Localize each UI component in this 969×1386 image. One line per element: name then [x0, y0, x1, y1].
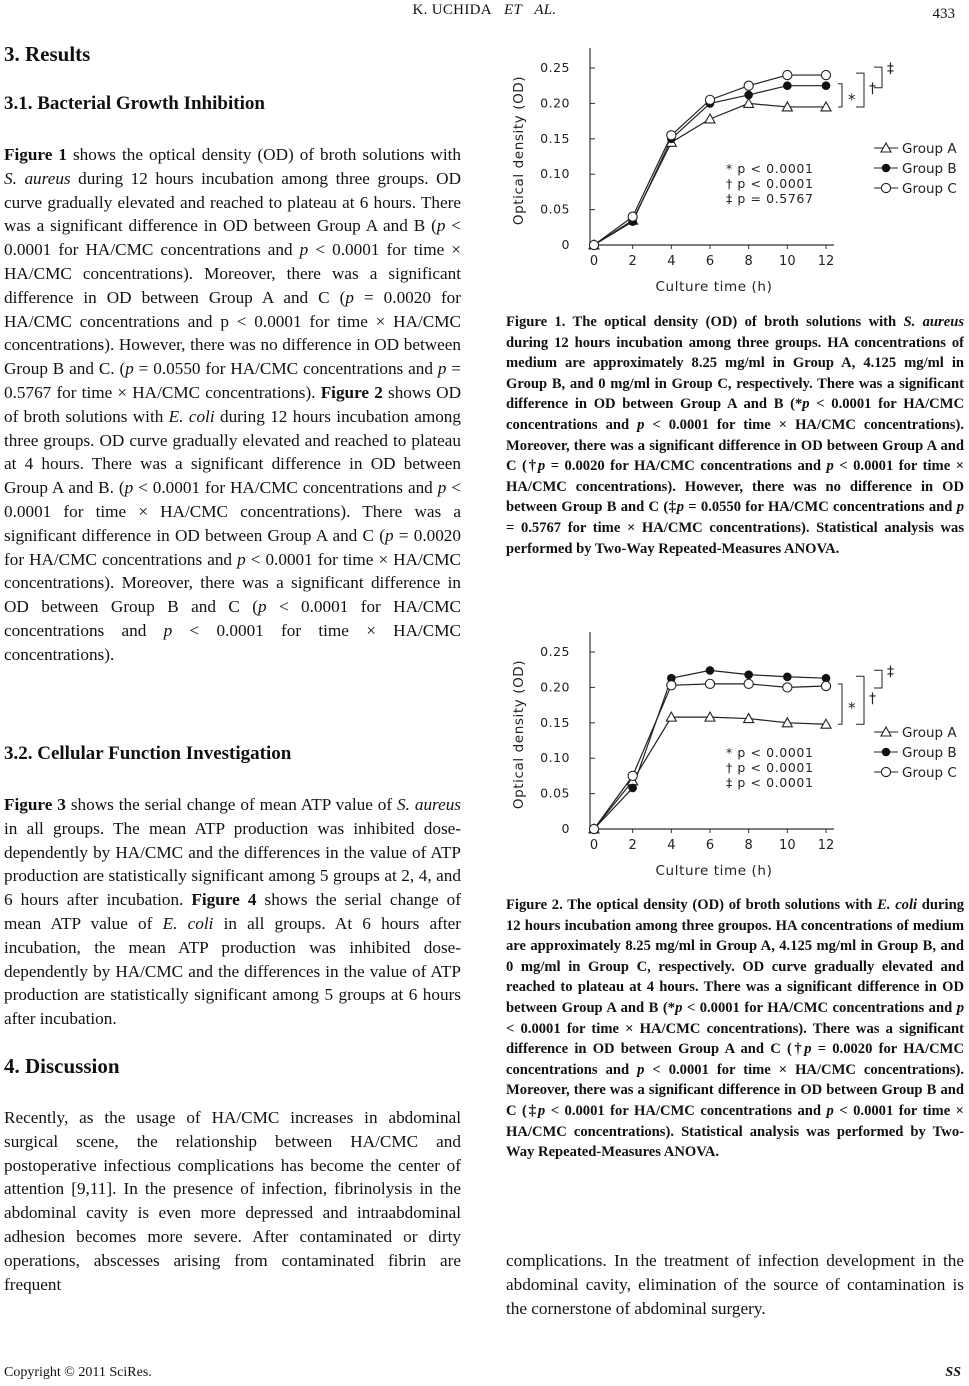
p-symbol: p [802, 396, 810, 413]
section-results-title: 3. Results [4, 42, 91, 66]
running-author: K. UCHIDA [412, 2, 492, 18]
legend-label: Group B [902, 745, 957, 761]
legend-label: Group C [902, 181, 957, 197]
x-tick-label: 12 [817, 838, 835, 853]
p-symbol: p [637, 416, 645, 433]
species-name: S. aureus [397, 795, 461, 814]
figure-1-chart [506, 40, 964, 302]
bracket-ddagger [874, 670, 882, 688]
y-tick-label: 0.10 [540, 166, 570, 182]
p-symbol: p [956, 999, 965, 1016]
x-tick-label: 12 [817, 254, 835, 269]
text-run: = 0.0550 for HA/CMC concentrations and [133, 359, 438, 379]
data-point [744, 679, 753, 688]
paragraph-discussion-continued: complications. In the treatment of infection development in the abdominal cavity, elimination of the source of contamination is the cornerstone of abdominal surgery. [506, 1251, 964, 1318]
running-header [0, 2, 969, 19]
text-run: = 0.0020 for HA/CMC concentrations and [506, 1041, 964, 1078]
x-axis-label: Culture time (h) [655, 279, 773, 295]
stat-annotation: † p < 0.0001 [726, 760, 814, 775]
text-run: shows the serial change of mean ATP value of [4, 890, 461, 933]
figure-2-chart [506, 624, 964, 886]
y-tick-label: 0 [561, 237, 570, 252]
species-name: S. aureus [903, 314, 965, 330]
running-al: AL. [534, 2, 557, 18]
p-symbol: p [675, 999, 683, 1016]
data-point [705, 95, 714, 104]
p-symbol: p [956, 499, 964, 516]
x-tick-label: 2 [628, 838, 637, 853]
fig2-ref: Figure 2 [320, 382, 383, 402]
fig4-ref: Figure 4 [191, 890, 257, 910]
data-point [744, 81, 753, 90]
text-run: < 0.0001 for HA/CMC concentrations and [133, 478, 438, 498]
y-tick-label: 0.15 [540, 714, 570, 730]
x-tick-label: 6 [705, 838, 715, 853]
data-point [821, 681, 830, 690]
paragraph-discussion: Recently, as the usage of HA/CMC increases in abdominal surgical scene, the relationship between HA/CMC and postoperative infectious complications has become the center of attention [9,11]. In the presence of infection, fibrinolysis in the abdominal cavity is even more depressed and intraabdominal adhesion becomes more severe. After contaminated or dirty operations, abscesses arising from contaminated fibrin are frequent [4, 1108, 461, 1294]
data-point [744, 91, 753, 100]
p-symbol: p [437, 359, 447, 379]
text-run: < 0.0001 for HA/CMC concentrations and [545, 1102, 827, 1119]
text-run: < 0.0001 for time × HA/CMC concentrations). There was a significant difference in OD between Group A and C ( [4, 478, 461, 545]
text-run: < 0.0001 for HA/CMC concentrations and [506, 396, 965, 433]
data-point [706, 666, 715, 675]
y-tick-label: 0.15 [540, 130, 570, 146]
p-symbol: p [345, 287, 354, 307]
text-run: = 0.5767 for time × HA/CMC concentrations). [4, 359, 461, 402]
figure-1-caption [506, 312, 964, 559]
legend-marker [881, 183, 890, 192]
text-run: in all groups. At 6 hours after incubation, the mean ATP production was inhibited dose-dependently by HA/CMC and the differences in the value of ATP production are statistically significant among 5 groups at 6 hours after incubation. [4, 913, 461, 1029]
data-point [783, 683, 792, 692]
text-run: = 0.0020 for HA/CMC concentrations and [4, 525, 461, 569]
paragraph-cellular [4, 793, 461, 1031]
section-bacterial-title: 3.1. Bacterial Growth Inhibition [4, 93, 265, 114]
x-tick-label: 4 [667, 254, 676, 269]
bracket-star [838, 684, 842, 724]
text-run: shows the optical density (OD) of broth solutions with [66, 145, 461, 164]
text-run: < 0.0001 for time × HA/CMC concentrations). Moreover, there was a significant difference in OD between Group B and C (‡ [506, 1061, 964, 1119]
stat-annotation: * p < 0.0001 [726, 161, 814, 176]
species-name: E. coli [877, 897, 918, 913]
text-run: during 12 hours incubation among three groups. HA concentrations of medium are approximately 8.25 mg/ml in Group A, 4.125 mg/ml in Group B, and 0 mg/ml in Group C, respectively. There was a significant difference in OD between Group A and B (* [506, 334, 964, 413]
species-name: S. aureus [4, 168, 71, 188]
stat-annotation: † p < 0.0001 [726, 176, 814, 191]
text-run: = 0.0550 for HA/CMC concentrations and [684, 499, 957, 516]
data-point [667, 681, 676, 690]
legend-label: Group A [902, 725, 957, 741]
legend-label: Group B [902, 161, 957, 177]
p-symbol: p [257, 597, 267, 617]
species-name: E. coli [168, 406, 215, 426]
bracket-star [838, 84, 842, 107]
y-tick-label: 0.25 [540, 60, 570, 75]
y-tick-label: 0.10 [540, 750, 570, 766]
y-tick-label: 0 [561, 821, 570, 836]
x-tick-label: 0 [589, 838, 599, 853]
text-run: in all groups. The mean ATP production was inhibited dose-dependently by HA/CMC and the differences in the value of ATP production are statistically significant among 5 groups at 2, 4, and 6 hours after incubation. [4, 818, 461, 910]
text-run: < 0.0001 for HA/CMC concentrations and [4, 597, 461, 640]
section-cellular-title: 3.2. Cellular Function Investigation [4, 743, 292, 764]
paragraph-bacterial [4, 143, 461, 667]
p-symbol: p [384, 525, 394, 545]
legend-label: Group A [902, 141, 957, 157]
p-symbol: p [826, 458, 834, 475]
p-symbol: p [537, 458, 546, 475]
y-tick-label: 0.20 [540, 95, 570, 111]
data-point [822, 81, 831, 90]
bracket-label-dagger: † [869, 691, 876, 708]
running-et: ET [504, 2, 523, 18]
bracket-label-star: * [848, 699, 856, 718]
footer-journal: SS [945, 1365, 961, 1380]
text-run: = 0.5767 for time × HA/CMC concentrations). Statistical analysis was performed by Two-Way Repeated-Measures ANOVA. [506, 519, 964, 557]
data-point [589, 824, 598, 833]
text-run: during 12 hours incubation among three groupos. HA concentrations of medium are approximately 8.25 mg/ml in Group A, 4.125 mg/ml in Group B, and 0 mg/ml in Group C, respectively. OD curve gradually elevated and reached to plateau at 4 hours. There was a significant difference in OD between Group A and B (* [506, 897, 964, 1016]
data-point [628, 212, 637, 221]
p-symbol: p [125, 359, 134, 379]
data-point [821, 70, 830, 79]
bracket-label-dagger: † [869, 81, 876, 98]
data-point [667, 131, 676, 140]
footer-copyright: Copyright © 2011 SciRes. [4, 1365, 152, 1380]
figure-2-caption [506, 895, 964, 1163]
text-run: < 0.0001 for HA/CMC concentrations and [682, 999, 957, 1016]
y-tick-label: 0.20 [540, 679, 570, 695]
bracket-dagger [856, 676, 864, 724]
text-run: < 0.0001 for time × HA/CMC concentrations). Moreover, there was a significant difference in OD between Group B and C ( [4, 549, 461, 617]
y-tick-label: 0.25 [540, 644, 570, 659]
text-run: < 0.0001 for HA/CMC concentrations and [4, 216, 461, 260]
text-run: < 0.0001 for time × HA/CMC concentrations). However, there was no difference in OD between Group B and C (‡ [506, 458, 964, 516]
text-run: Figure 2. The optical density (OD) of broth solutions with [506, 897, 878, 913]
data-point [783, 81, 792, 90]
x-axis-label: Culture time (h) [655, 863, 773, 879]
p-symbol: p [237, 549, 246, 569]
stat-annotation: ‡ p < 0.0001 [726, 775, 814, 790]
p-symbol: p [826, 1102, 834, 1119]
x-tick-label: 2 [628, 254, 637, 269]
x-tick-label: 8 [744, 838, 753, 853]
data-point [705, 679, 714, 688]
data-point [783, 672, 792, 681]
fig3-ref: Figure 3 [4, 795, 66, 814]
p-symbol: p [537, 1102, 546, 1119]
text-run: < 0.0001 for time × HA/CMC concentrations). [4, 620, 461, 664]
text-run: = 0.0020 for HA/CMC concentrations and [545, 458, 827, 475]
stat-annotation: ‡ p = 0.5767 [726, 191, 814, 206]
data-point [783, 70, 792, 79]
text-run: shows OD of broth solutions with [4, 382, 462, 426]
species-name: E. coli [162, 913, 214, 933]
legend-marker [882, 748, 891, 757]
x-tick-label: 4 [667, 838, 676, 853]
bracket-label-star: * [848, 90, 856, 109]
data-point [705, 114, 715, 123]
bracket-label-ddagger: ‡ [887, 664, 894, 681]
data-point [744, 98, 754, 107]
p-symbol: p [124, 478, 134, 498]
x-tick-label: 0 [589, 254, 599, 269]
p-symbol: p [299, 240, 309, 260]
text-run: < 0.0001 for time × HA/CMC concentrations). There was a significant difference in OD between Group A and C († [506, 1020, 964, 1058]
text-run: Figure 1. The optical density (OD) of broth solutions with [506, 314, 904, 330]
x-tick-label: 10 [779, 838, 796, 853]
x-tick-label: 10 [779, 254, 796, 269]
data-point [628, 771, 637, 780]
x-tick-label: 8 [744, 254, 753, 269]
section-discussion-title: 4. Discussion [4, 1054, 120, 1078]
p-symbol: p [676, 499, 685, 516]
text-run: shows the serial change of mean ATP value of [65, 795, 398, 814]
legend-marker [882, 164, 891, 173]
legend-label: Group C [902, 765, 957, 781]
data-point [589, 240, 598, 249]
legend-marker [881, 767, 890, 776]
fig1-ref: Figure 1 [4, 145, 67, 164]
text-run: = 0.0020 for HA/CMC concentrations and p < 0.0001 for time × HA/CMC concentrations). However, there was no difference in OD between Group B and C. ( [4, 287, 461, 379]
text-run: during 12 hours incubation among three groups. OD curve gradually elevated and reached to plateau at 6 hours. There was a significant difference in OD between Group A and B ( [4, 168, 461, 236]
x-tick-label: 6 [705, 254, 715, 269]
y-tick-label: 0.05 [540, 785, 570, 801]
p-symbol: p [637, 1061, 645, 1078]
y-axis-label: Optical density (OD) [511, 75, 527, 226]
data-point [744, 670, 753, 679]
y-axis-label: Optical density (OD) [511, 659, 527, 810]
bracket-dagger [856, 73, 864, 107]
text-run: < 0.0001 for time × HA/CMC concentrations). Moreover, there was a significant difference in OD between Group A and C ( [4, 240, 461, 307]
bracket-label-ddagger: ‡ [887, 61, 894, 78]
p-symbol: p [804, 1041, 812, 1058]
y-tick-label: 0.05 [540, 201, 570, 217]
p-symbol: p [437, 478, 447, 498]
text-run: < 0.0001 for time × HA/CMC concentrations). Moreover, there was a significant difference in OD between Group A and C († [506, 416, 964, 475]
text-run: < 0.0001 for time × HA/CMC concentrations). Statistical analysis was performed by Two-Way Repeated-Measures ANOVA. [506, 1102, 964, 1161]
stat-annotation: * p < 0.0001 [726, 745, 814, 760]
data-point [628, 784, 637, 793]
p-symbol: p [163, 620, 173, 640]
p-symbol: p [436, 216, 446, 236]
text-run: during 12 hours incubation among three groups. OD curve gradually elevated and reached to plateau at 4 hours. There was a significant difference in OD between Group A and B. ( [4, 406, 461, 498]
page-number: 433 [932, 6, 955, 22]
